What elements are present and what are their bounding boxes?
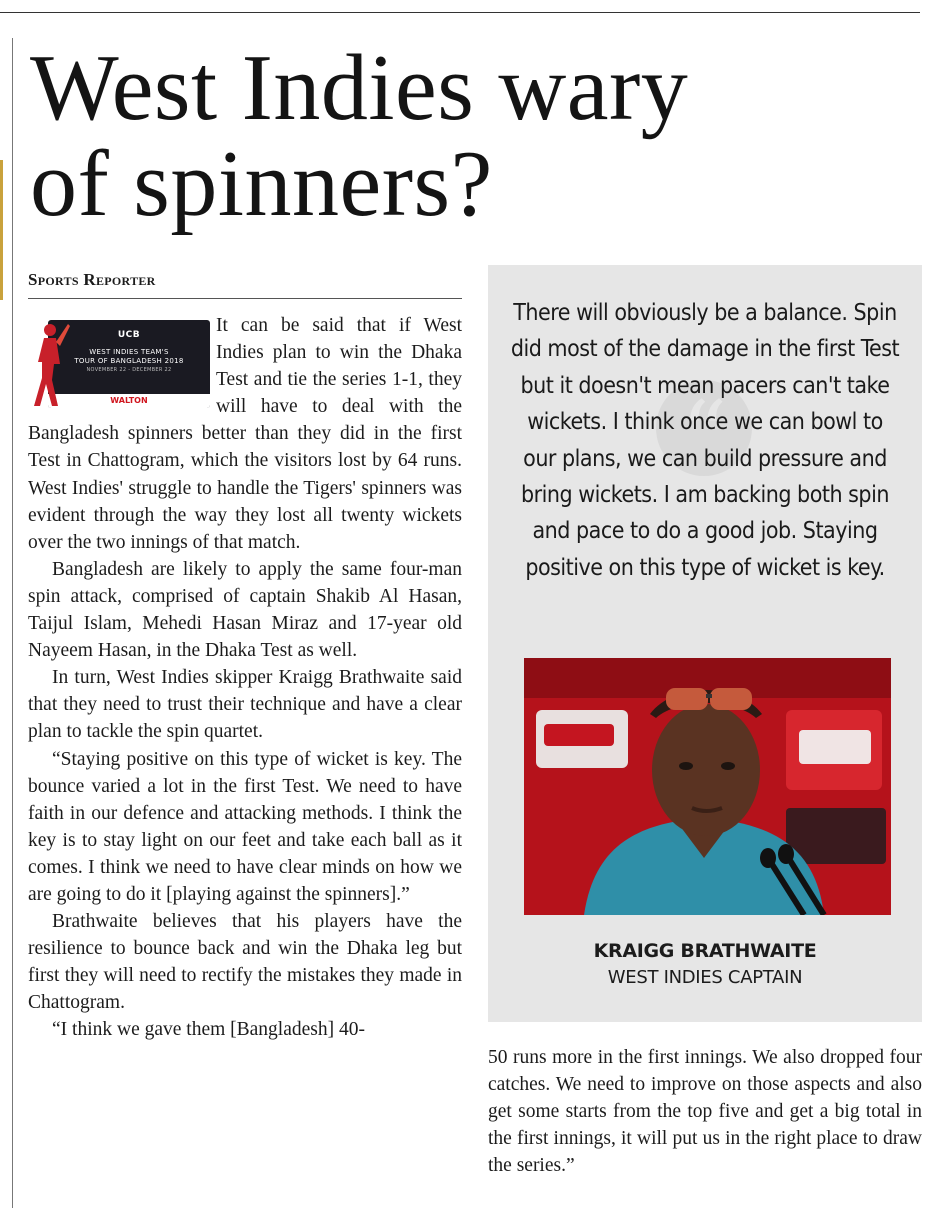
byline: Sports Reporter	[28, 270, 156, 289]
logo-brand: UCB	[117, 330, 141, 340]
paragraph-2: Bangladesh are likely to apply the same four-man spin attack, comprised of captain Shakib Al Hasan, Taijul Islam, Mehedi Hasan Miraz and 17-year old Nayeem Hasan, in the Dhaka Test as well.	[28, 558, 462, 662]
column-rule	[12, 38, 13, 1208]
paragraph-6: “I think we gave them [Bangladesh] 40-	[52, 1019, 365, 1041]
caption-name: KRAIGG BRATHWAITE	[593, 940, 817, 962]
headline	[30, 36, 920, 236]
top-rule	[0, 12, 920, 13]
logo-line-1: WEST INDIES TEAM'S	[89, 348, 169, 356]
pull-quote: There will obviously be a balance. Spin did most of the damage in the first Test but it doesn't mean pacers can't take wickets. I think once we can bowl to our plans, we can build pressure and bring wickets. I am backing both spin and pace to do a good job. Staying positive on this type of wicket is key.	[510, 300, 900, 581]
logo-line-2: TOUR OF BANGLADESH 2018	[74, 357, 184, 365]
byline-rule	[28, 298, 462, 299]
paragraph-5: Brathwaite believes that his players have the resilience to bounce back and win the Dhaka leg but first they will need to rectify the mistakes they made in Chattogram.	[28, 911, 462, 1014]
headline-line-2: of spinners?	[30, 132, 493, 236]
quote-mark-icon: “	[656, 380, 752, 476]
logo-dates: NOVEMBER 22 - DECEMBER 22	[86, 367, 172, 373]
quote-sidebar	[488, 265, 922, 1022]
paragraph-1: It can be said that if West Indies plan to win the Dhaka Test and tie the series 1-1, they will have to deal with the Bangladesh spinners better than they did in the first Test in Chattogram, which the visitors lost by 64 runs. West Indies' struggle to handle the Tigers' spinners was evident through the way they lost all twenty wickets over the two innings of that match.	[28, 315, 462, 553]
caption-title: WEST INDIES CAPTAIN	[607, 967, 803, 988]
article-body-left	[28, 312, 462, 1044]
article-body-continuation: 50 runs more in the first innings. We also dropped four catches. We need to improve on those aspects and also get some starts from the top five and get a big total in the first innings, it will put us in the right place to draw the series.”	[488, 1047, 922, 1177]
margin-marker	[0, 160, 3, 300]
paragraph-4: “Staying positive on this type of wicket is key. The bounce varied a lot in the first Test. We need to have faith in our defence and attacking methods. I think the key is to stay light on our feet and take each ball as it comes. I think we need to have clear minds on how we are going to do it [playing against the spinners].”	[28, 748, 462, 905]
paragraph-3: In turn, West Indies skipper Kraigg Brathwaite said that they need to trust their technique and have a clear plan to tackle the spin quartet.	[28, 667, 462, 743]
logo-sponsor: WALTON	[48, 394, 210, 408]
player-photo	[524, 658, 891, 915]
headline-line-1: West Indies wary	[30, 36, 689, 140]
